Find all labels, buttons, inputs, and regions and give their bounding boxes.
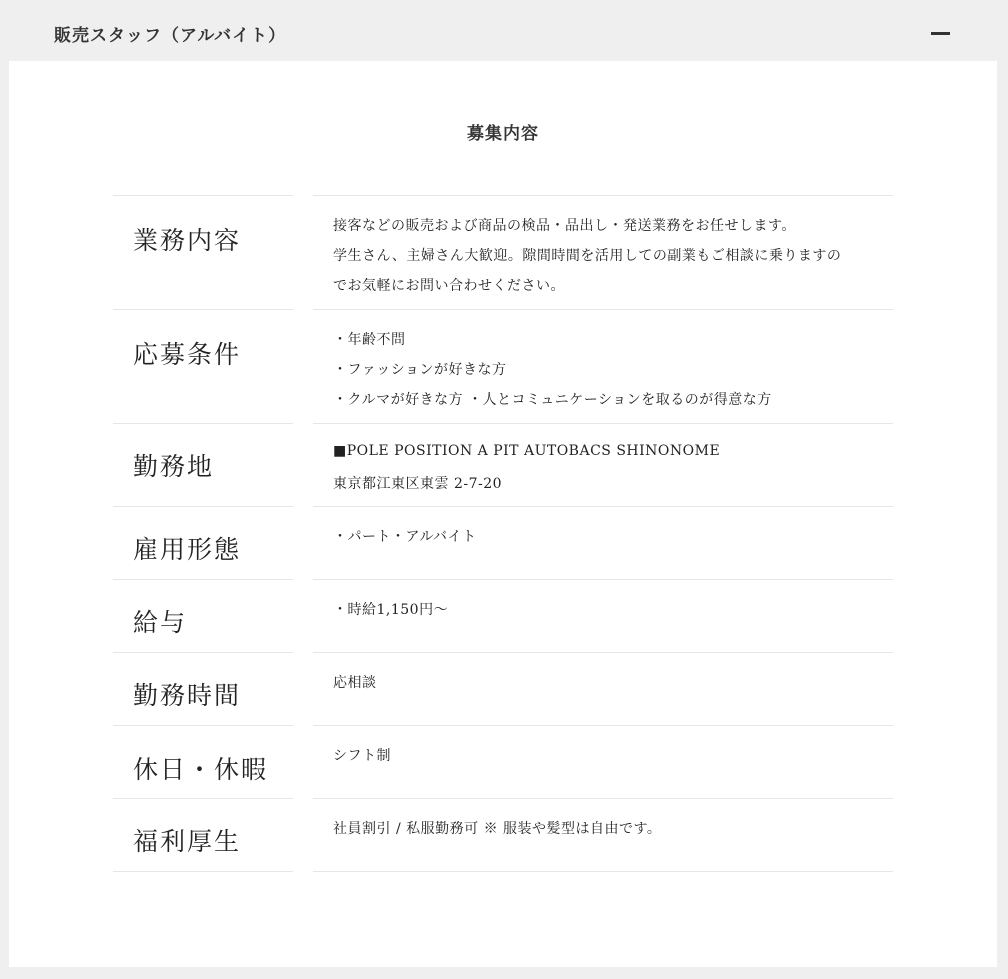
- row-label: 休日・休暇: [133, 755, 269, 784]
- row-label-cell: [113, 725, 293, 798]
- accordion-panel: [9, 61, 997, 967]
- row-label-cell: [113, 506, 293, 579]
- row-label: 応募条件: [133, 340, 242, 369]
- row-value-line: ・クルマが好きな方 ・人とコミュニケーションを取るのが得意な方: [333, 392, 772, 408]
- row-label-cell: [113, 579, 293, 652]
- row-value-line: ・時給1,150円～: [333, 602, 449, 618]
- table-row: [9, 579, 997, 652]
- row-value-line: でお気軽にお問い合わせください。: [333, 278, 565, 294]
- row-label: 給与: [133, 608, 188, 637]
- table-row: [9, 423, 997, 506]
- row-label-cell: [113, 195, 293, 309]
- row-value-line: ・年齢不問: [333, 332, 406, 348]
- table-row: [9, 798, 997, 871]
- row-value-line: ・ファッションが好きな方: [333, 362, 507, 378]
- row-label: 業務内容: [133, 226, 242, 255]
- table-row: [9, 725, 997, 798]
- row-value-cell: [313, 652, 893, 725]
- row-value-line: ・パート・アルバイト: [333, 529, 477, 545]
- divider: [313, 871, 893, 872]
- table-row: [9, 652, 997, 725]
- row-value-line: 東京都江東区東雲 2-7-20: [333, 476, 503, 492]
- minus-icon[interactable]: [931, 32, 950, 35]
- table-row: [9, 506, 997, 579]
- row-value-line: 接客などの販売および商品の検品・品出し・発送業務をお任せします。: [333, 218, 796, 234]
- section-title: 募集内容: [467, 124, 539, 144]
- accordion-header[interactable]: [4, 3, 1002, 60]
- row-value-line: ■POLE POSITION A PIT AUTOBACS SHINONOME: [333, 443, 721, 459]
- row-value-cell: [313, 725, 893, 798]
- row-label: 福利厚生: [133, 827, 242, 856]
- row-label: 勤務地: [133, 452, 215, 481]
- row-value-cell: [313, 309, 893, 423]
- row-value-line: 社員割引 / 私服勤務可 ※ 服装や髪型は自由です。: [333, 821, 662, 837]
- row-label-cell: [113, 652, 293, 725]
- row-value-cell: [313, 579, 893, 652]
- row-label: 勤務時間: [133, 681, 242, 710]
- row-label: 雇用形態: [133, 535, 242, 564]
- table-row: [9, 195, 997, 309]
- divider: [113, 871, 293, 872]
- row-value-line: シフト制: [333, 748, 391, 764]
- row-label-cell: [113, 423, 293, 506]
- row-label-cell: [113, 309, 293, 423]
- row-label-cell: [113, 798, 293, 871]
- accordion-title: 販売スタッフ（アルバイト）: [54, 26, 287, 46]
- row-value-cell: [313, 423, 893, 506]
- row-value-cell: [313, 798, 893, 871]
- row-value-cell: [313, 506, 893, 579]
- row-value-line: 応相談: [333, 675, 377, 691]
- row-value-cell: [313, 195, 893, 309]
- table-row: [9, 309, 997, 423]
- row-value-line: 学生さん、主婦さん大歓迎。隙間時間を活用しての副業もご相談に乗りますの: [333, 248, 842, 264]
